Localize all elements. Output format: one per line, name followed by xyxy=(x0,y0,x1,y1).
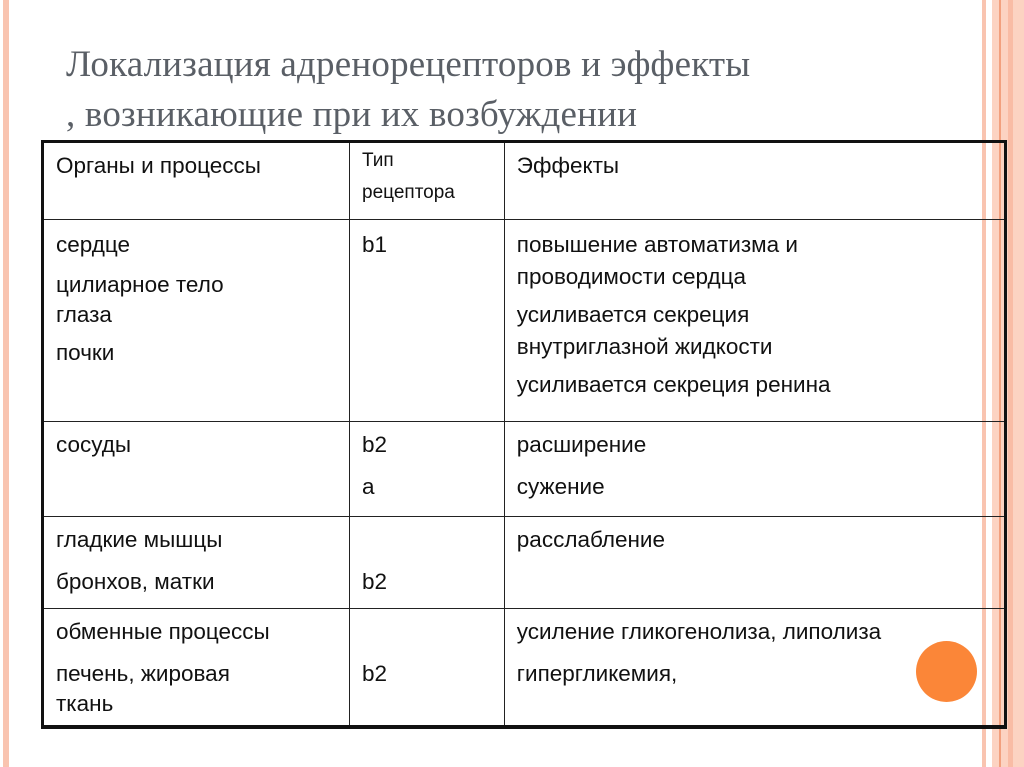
receptor-text: b1 xyxy=(362,232,388,257)
effect-text: расширение xyxy=(516,432,647,457)
table-row xyxy=(43,422,1006,517)
receptor-cell xyxy=(350,422,505,517)
organ-text: бронхов, матки xyxy=(56,569,215,594)
organ-text: ткань xyxy=(56,691,114,716)
organ-text: почки xyxy=(56,340,115,365)
effects-cell xyxy=(504,422,1005,517)
organ-text: глаза xyxy=(56,302,112,327)
effect-text: повышение автоматизма и xyxy=(516,232,798,257)
receptor-cell xyxy=(350,220,505,422)
organ-text: печень, жировая xyxy=(56,661,230,686)
header-organs xyxy=(43,142,350,220)
effect-text: усиливается секреция xyxy=(516,302,750,327)
effects-cell xyxy=(504,517,1005,609)
receptor-text: b2 xyxy=(362,569,388,594)
right-border-stripe-4 xyxy=(1008,0,1013,767)
header-effects-label: Эффекты xyxy=(516,153,620,178)
organ-text: гладкие мышцы xyxy=(56,527,223,552)
receptor-cell xyxy=(350,609,505,728)
table-row xyxy=(43,220,1006,422)
effect-text: расслабление xyxy=(516,527,665,552)
receptor-text xyxy=(362,615,496,649)
receptor-text: b2 xyxy=(362,432,388,457)
receptor-text: a xyxy=(362,474,375,499)
effect-text: усиливается секреция ренина xyxy=(516,372,831,397)
effect-text: гипергликемия, xyxy=(516,661,678,686)
organ-text: цилиарное тело xyxy=(56,272,224,297)
effect-text: сужение xyxy=(516,474,605,499)
header-receptor xyxy=(350,142,505,220)
organ-text: сердце xyxy=(56,232,131,257)
header-receptor-line-2: рецептора xyxy=(362,182,455,203)
organ-text: сосуды xyxy=(56,432,132,457)
receptor-table xyxy=(41,140,1007,729)
organs-cell xyxy=(43,517,350,609)
header-receptor-line-1: Тип xyxy=(362,150,394,171)
organs-cell xyxy=(43,220,350,422)
slide-title xyxy=(66,40,986,140)
effects-cell xyxy=(504,220,1005,422)
header-effects xyxy=(504,142,1005,220)
left-border-stripe xyxy=(3,0,9,767)
title-line-2: , возникающие при их возбуждении xyxy=(66,94,638,135)
receptor-text xyxy=(362,523,496,557)
effect-text: проводимости сердца xyxy=(516,264,747,289)
header-organs-label: Органы и процессы xyxy=(56,153,261,178)
organ-text: обменные процессы xyxy=(56,619,270,644)
organs-cell xyxy=(43,422,350,517)
table-row xyxy=(43,517,1006,609)
organs-cell xyxy=(43,609,350,728)
title-line-1: Локализация адренорецепторов и эффекты xyxy=(66,44,751,85)
receptor-cell xyxy=(350,517,505,609)
receptor-text: b2 xyxy=(362,661,388,686)
effect-text: усиление гликогенолиза, липолиза xyxy=(516,619,882,644)
orange-circle-decoration xyxy=(916,641,977,702)
table-row xyxy=(43,609,1006,728)
effect-text: внутриглазной жидкости xyxy=(516,334,773,359)
table-header-row xyxy=(43,142,1006,220)
